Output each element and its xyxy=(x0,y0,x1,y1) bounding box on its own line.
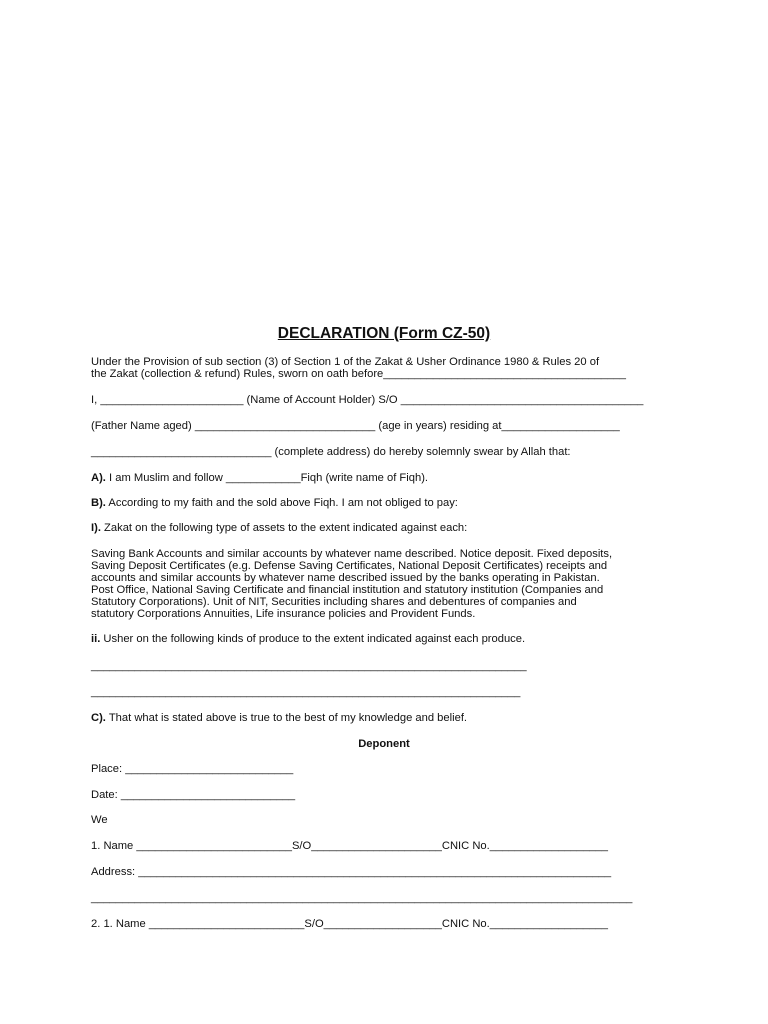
item-a-label: A). xyxy=(91,472,106,484)
item-a-text: I am Muslim and follow ____________Fiqh (write name of Fiqh). xyxy=(105,472,429,484)
produce-blank-1: ______________________________________________________________________ xyxy=(91,660,527,672)
witness-1-address-line: Address: ____________________________________________________________________________ xyxy=(91,866,612,878)
address-continuation-line: _______________________________________________________________________________________ xyxy=(91,892,633,904)
form-title: DECLARATION (Form CZ-50) xyxy=(277,325,491,342)
item-i-label: I). xyxy=(91,522,101,534)
assets-line-3: accounts and similar accounts by whatever name described issued by the banks operating in Pakistan. xyxy=(91,572,600,584)
item-i-text: Zakat on the following type of assets to the extent indicated against each: xyxy=(100,522,468,534)
date-line: Date: ____________________________ xyxy=(91,789,296,801)
we-label: We xyxy=(91,814,108,826)
address-line: _____________________________ (complete address) do hereby solemnly swear by Allah that: xyxy=(91,446,571,458)
item-c xyxy=(91,712,467,724)
item-b xyxy=(91,497,458,509)
assets-line-6: statutory Corporations Annuities, Life insurance policies and Provident Funds. xyxy=(91,608,476,620)
item-a xyxy=(91,472,428,484)
witness-2-name-line: 2. 1. Name _________________________S/O___________________CNIC No.___________________ xyxy=(91,918,608,930)
intro-line-2: the Zakat (collection & refund) Rules, sworn on oath before_______________________________________ xyxy=(91,368,626,380)
witness-1-name-line: 1. Name _________________________S/O_____________________CNIC No.___________________ xyxy=(91,840,608,852)
item-c-label: C). xyxy=(91,712,106,724)
deponent-label: Deponent xyxy=(358,738,410,750)
item-ii-label: ii. xyxy=(91,633,101,645)
item-b-label: B). xyxy=(91,497,106,509)
item-i xyxy=(91,522,467,534)
item-c-text: That what is stated above is true to the best of my knowledge and belief. xyxy=(105,712,468,724)
item-ii xyxy=(91,633,525,645)
assets-line-1: Saving Bank Accounts and similar accounts by whatever name described. Notice deposit. Fixed deposits, xyxy=(91,548,613,560)
item-ii-text: Usher on the following kinds of produce to the extent indicated against each produce. xyxy=(100,633,526,645)
father-name-line: (Father Name aged) _____________________________ (age in years) residing at___________________ xyxy=(91,420,620,432)
assets-line-4: Post Office, National Saving Certificate and financial institution and statutory institution (Companies and xyxy=(91,584,604,596)
intro-line-1: Under the Provision of sub section (3) of Section 1 of the Zakat & Usher Ordinance 1980 & Rules 20 of xyxy=(91,356,600,368)
assets-line-5: Statutory Corporations). Unit of NIT, Securities including shares and debentures of companies and xyxy=(91,596,577,608)
account-holder-line: I, _______________________ (Name of Account Holder) S/O _______________________________________ xyxy=(91,394,644,406)
item-b-text: According to my faith and the sold above Fiqh. I am not obliged to pay: xyxy=(105,497,458,509)
place-line: Place: ___________________________ xyxy=(91,763,294,775)
produce-blank-2: _____________________________________________________________________ xyxy=(91,686,521,698)
assets-line-2: Saving Deposit Certificates (e.g. Defense Saving Certificates, National Deposit Certificates) receipts and xyxy=(91,560,608,572)
